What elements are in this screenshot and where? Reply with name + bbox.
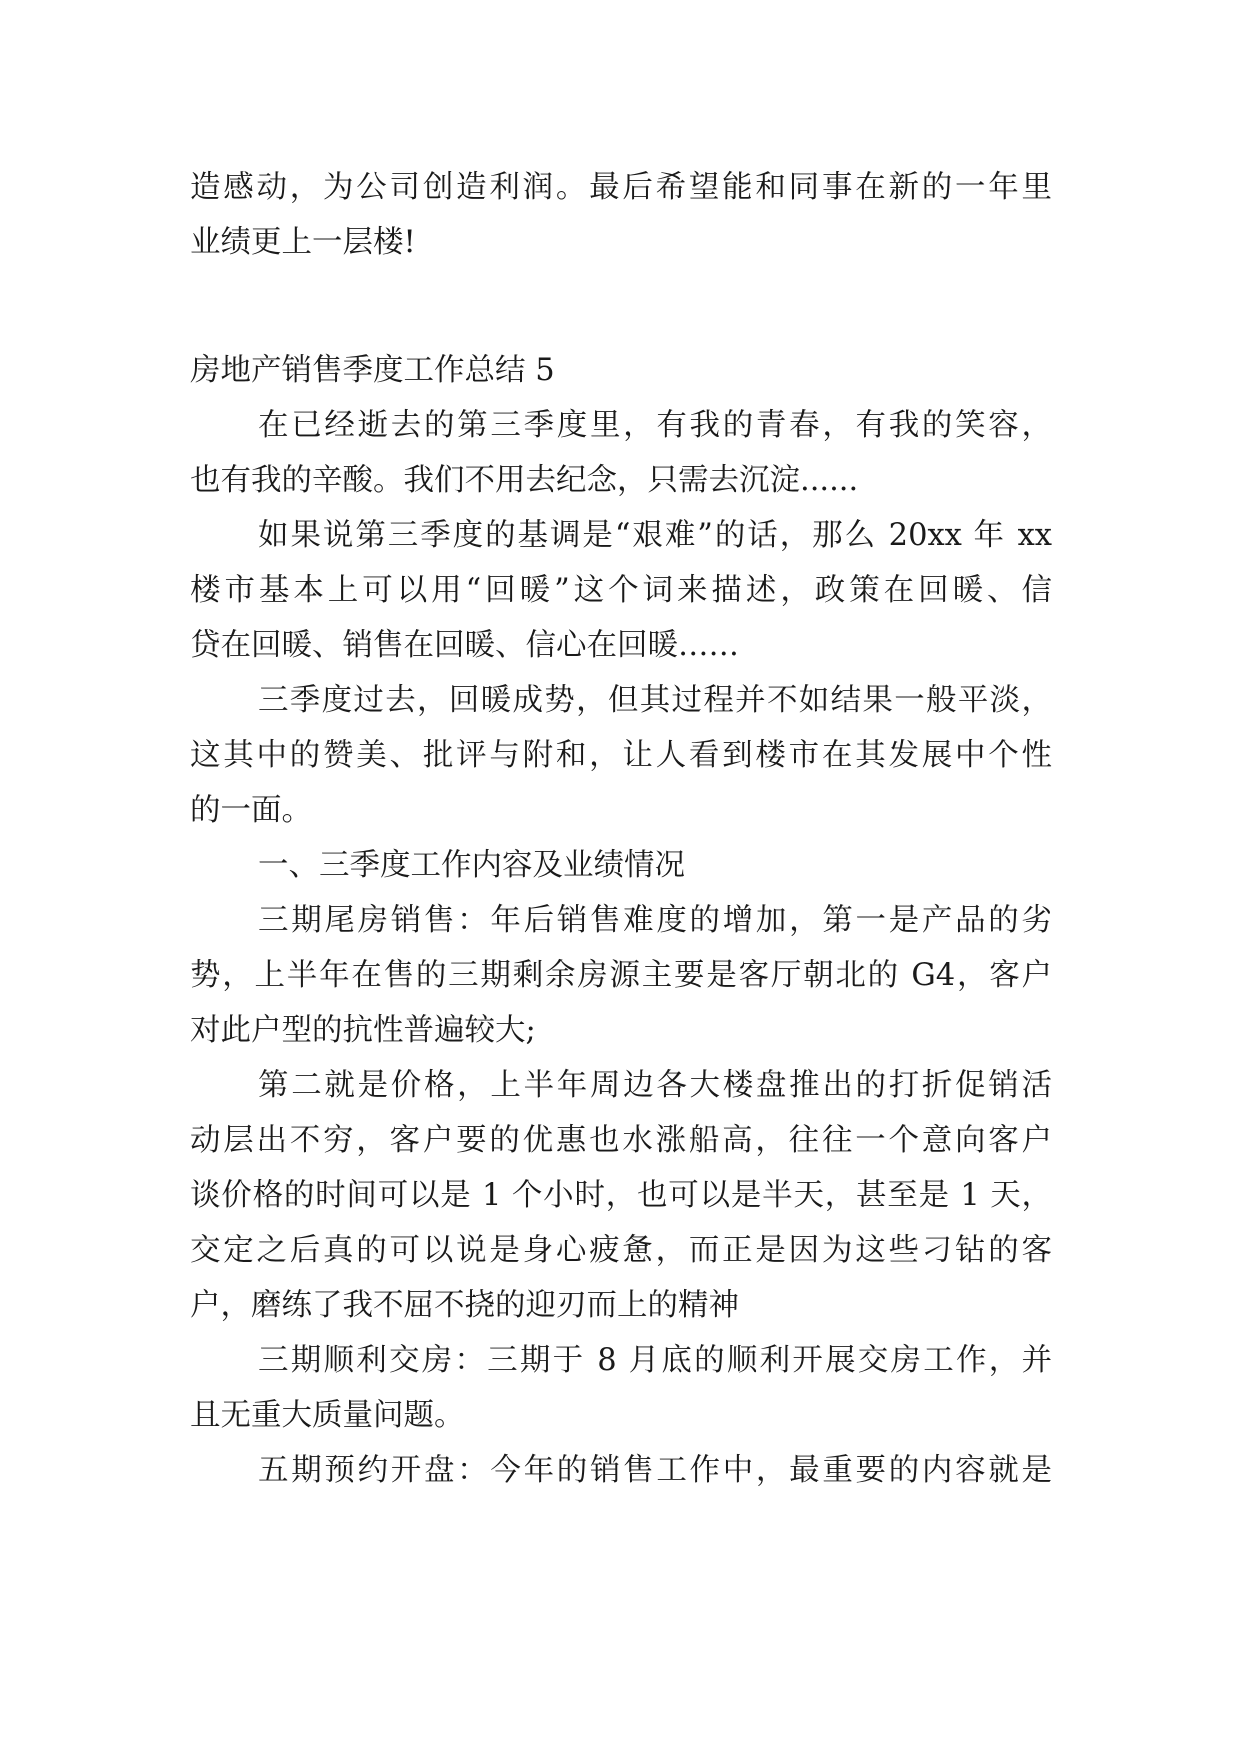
paragraph-closing: [190, 160, 1052, 270]
paragraph-review: [190, 673, 1052, 838]
document-page: [190, 160, 1052, 1498]
text-line: 势，上半年在售的三期剩余房源主要是客厅朝北的 G4，客户: [190, 958, 1052, 993]
text-line: 交定之后真的可以说是身心疲惫，而正是因为这些刁钻的客: [190, 1233, 1052, 1268]
text-line: 如果说第三季度的基调是“艰难”的话，那么 20xx 年 xx: [258, 518, 1052, 553]
text-line: 三期顺利交房：三期于 8 月底的顺利开展交房工作，并: [258, 1343, 1052, 1378]
text-line: 也有我的辛酸。我们不用去纪念，只需去沉淀......: [190, 463, 859, 498]
section-heading: 房地产销售季度工作总结 5: [190, 353, 555, 388]
text-line: 贷在回暖、销售在回暖、信心在回暖……: [190, 628, 739, 663]
paragraph-phase3-sales: [190, 893, 1052, 1058]
text-line: 造感动，为公司创造利润。最后希望能和同事在新的一年里: [190, 170, 1052, 205]
text-line: 五期预约开盘：今年的销售工作中，最重要的内容就是: [258, 1453, 1052, 1488]
text-line: 在已经逝去的第三季度里，有我的青春，有我的笑容，: [258, 408, 1052, 443]
text-line: 一、三季度工作内容及业绩情况: [258, 848, 685, 883]
text-line: 对此户型的抗性普遍较大;: [190, 1013, 536, 1048]
text-line: 动层出不穷，客户要的优惠也水涨船高，往往一个意向客户: [190, 1123, 1052, 1158]
paragraph-tone: [190, 508, 1052, 673]
text-line: 这其中的赞美、批评与附和，让人看到楼市在其发展中个性: [190, 738, 1052, 773]
text-line: 业绩更上一层楼!: [190, 225, 416, 260]
text-line: 三期尾房销售：年后销售难度的增加，第一是产品的劣: [258, 903, 1052, 938]
text-line: 且无重大质量问题。: [190, 1398, 465, 1433]
text-line: 第二就是价格，上半年周边各大楼盘推出的打折促销活: [258, 1068, 1052, 1103]
paragraph-handover: [190, 1333, 1052, 1443]
text-line: 的一面。: [190, 793, 312, 828]
paragraph-price: [190, 1058, 1052, 1333]
text-line: 谈价格的时间可以是 1 个小时，也可以是半天，甚至是 1 天，: [190, 1178, 1052, 1213]
subheading-work-content: [190, 838, 1052, 893]
text-line: 三季度过去，回暖成势，但其过程并不如结果一般平淡，: [258, 683, 1052, 718]
text-line: 楼市基本上可以用“回暖”这个词来描述，政策在回暖、信: [190, 573, 1052, 608]
paragraph-phase5: [190, 1443, 1052, 1498]
paragraph-intro: [190, 398, 1052, 508]
text-line: 户，磨练了我不屈不挠的迎刃而上的精神: [190, 1288, 739, 1323]
